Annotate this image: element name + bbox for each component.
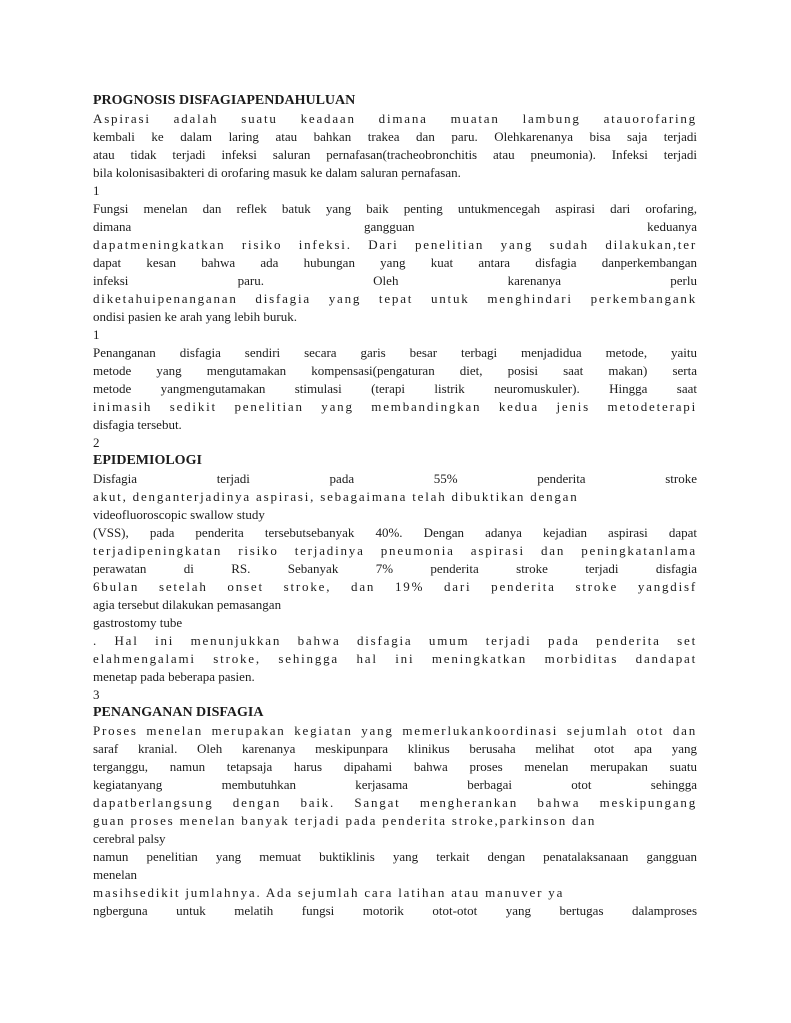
section-heading: EPIDEMIOLOGI: [93, 453, 202, 468]
text-line: Disfagia terjadi pada 55% penderita stroke: [93, 471, 697, 486]
text-line: kembali ke dalam laring atau bahkan trakea dan paru. Olehkarenanya bisa saja terjadi: [93, 129, 697, 144]
text-line: elahmengalami stroke, sehingga hal ini meningkatkan morbiditas dandapat: [93, 651, 697, 666]
text-line: Fungsi menelan dan reflek batuk yang baik penting untukmencegah aspirasi dari orofaring,: [93, 201, 697, 216]
reference-marker: 3: [93, 687, 100, 702]
section-heading: PROGNOSIS DISFAGIAPENDAHULUAN: [93, 93, 356, 108]
text-line: metode yang mengutamakan kompensasi(pengaturan diet, posisi saat makan) serta: [93, 363, 697, 378]
text-line: masihsedikit jumlahnya. Ada sejumlah cara latihan atau manuver ya: [93, 885, 565, 900]
text-line: atau tidak terjadi infeksi saluran pernafasan(tracheobronchitis atau pneumonia). Infeksi terjadi: [93, 147, 697, 162]
text-line: dapat kesan bahwa ada hubungan yang kuat antara disfagia danperkembangan: [93, 255, 697, 270]
document-body: [93, 92, 697, 920]
text-line: Proses menelan merupakan kegiatan yang memerlukankoordinasi sejumlah otot dan: [93, 723, 697, 738]
text-line: videofluoroscopic swallow study: [93, 507, 265, 522]
text-line: metode yangmengutamakan stimulasi (terapi listrik neuromuskuler). Hingga saat: [93, 381, 697, 396]
text-line: menetap pada beberapa pasien.: [93, 669, 255, 684]
text-line: terjadipeningkatan risiko terjadinya pneumonia aspirasi dan peningkatanlama: [93, 543, 697, 558]
reference-marker: 2: [93, 435, 100, 450]
section-heading: PENANGANAN DISFAGIA: [93, 705, 264, 720]
text-line: dimana gangguan keduanya: [93, 219, 697, 234]
text-line: 6bulan setelah onset stroke, dan 19% dari penderita stroke yangdisf: [93, 579, 697, 594]
text-line: Aspirasi adalah suatu keadaan dimana muatan lambung atauorofaring: [93, 111, 697, 126]
text-line: menelan: [93, 867, 138, 882]
text-line: terganggu, namun tetapsaja harus dipahami bahwa proses menelan merupakan suatu: [93, 759, 697, 774]
text-line: (VSS), pada penderita tersebutsebanyak 40%. Dengan adanya kejadian aspirasi dapat: [93, 525, 697, 540]
text-line: . Hal ini menunjukkan bahwa disfagia umum terjadi pada penderita set: [93, 633, 697, 648]
text-line: dapatberlangsung dengan baik. Sangat mengherankan bahwa meskipungang: [93, 795, 697, 810]
text-line: diketahuipenanganan disfagia yang tepat untuk menghindari perkembangank: [93, 291, 697, 306]
text-line: guan proses menelan banyak terjadi pada penderita stroke,parkinson dan: [93, 813, 597, 828]
text-line: saraf kranial. Oleh karenanya meskipunpara klinikus berusaha melihat otot apa yang: [93, 741, 697, 756]
reference-marker: 1: [93, 327, 100, 342]
text-line: perawatan di RS. Sebanyak 7% penderita stroke terjadi disfagia: [93, 561, 697, 576]
text-line: agia tersebut dilakukan pemasangan: [93, 597, 282, 612]
text-line: bila kolonisasibakteri di orofaring masuk ke dalam saluran pernafasan.: [93, 165, 461, 180]
text-line: namun penelitian yang memuat buktiklinis yang terkait dengan penatalaksanaan gangguan: [93, 849, 697, 864]
text-line: cerebral palsy: [93, 831, 166, 846]
text-line: gastrostomy tube: [93, 615, 183, 630]
text-line: kegiatanyang membutuhkan kerjasama berbagai otot sehingga: [93, 777, 697, 792]
text-line: infeksi paru. Oleh karenanya perlu: [93, 273, 697, 288]
text-line: inimasih sedikit penelitian yang membandingkan kedua jenis metodeterapi: [93, 399, 697, 414]
text-line: akut, denganterjadinya aspirasi, sebagaimana telah dibuktikan dengan: [93, 489, 579, 504]
text-line: Penanganan disfagia sendiri secara garis besar terbagi menjadidua metode, yaitu: [93, 345, 697, 360]
text-line: ngberguna untuk melatih fungsi motorik otot-otot yang bertugas dalamproses: [93, 903, 697, 918]
reference-marker: 1: [93, 183, 100, 198]
text-line: disfagia tersebut.: [93, 417, 182, 432]
text-line: ondisi pasien ke arah yang lebih buruk.: [93, 309, 297, 324]
text-line: dapatmeningkatkan risiko infeksi. Dari penelitian yang sudah dilakukan,ter: [93, 237, 697, 252]
